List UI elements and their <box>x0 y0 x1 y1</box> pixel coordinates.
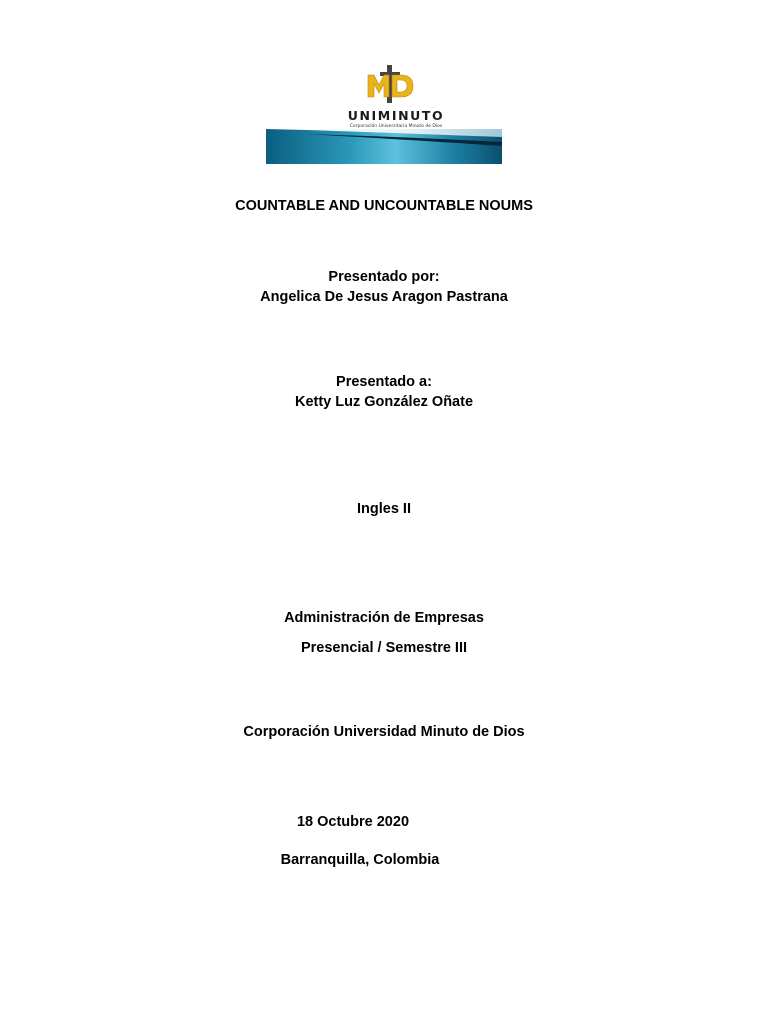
presented-by-name: Angelica De Jesus Aragon Pastrana <box>260 289 508 305</box>
document-title: COUNTABLE AND UNCOUNTABLE NOUMS <box>235 198 533 214</box>
location: Barranquilla, Colombia <box>280 852 440 868</box>
modality: Presencial / Semestre III <box>300 640 468 656</box>
program-name: Administración de Empresas <box>284 610 484 626</box>
logo-banner-graphic <box>266 129 502 164</box>
institution-name: Corporación Universidad Minuto de Dios <box>243 724 525 740</box>
date: 18 Octubre 2020 <box>296 814 410 830</box>
presented-to-label: Presentado a: <box>336 374 432 390</box>
logo-subtitle: Corporación Universitaria Minuto de Dios <box>349 124 443 129</box>
presented-by-label: Presentado por: <box>328 269 440 285</box>
course-name: Ingles II <box>357 501 411 517</box>
logo-wordmark: UNIMINUTO <box>347 108 445 123</box>
md-monogram-icon <box>366 65 414 103</box>
presented-to-name: Ketty Luz González Oñate <box>294 394 474 410</box>
uniminuto-logo <box>266 62 502 164</box>
